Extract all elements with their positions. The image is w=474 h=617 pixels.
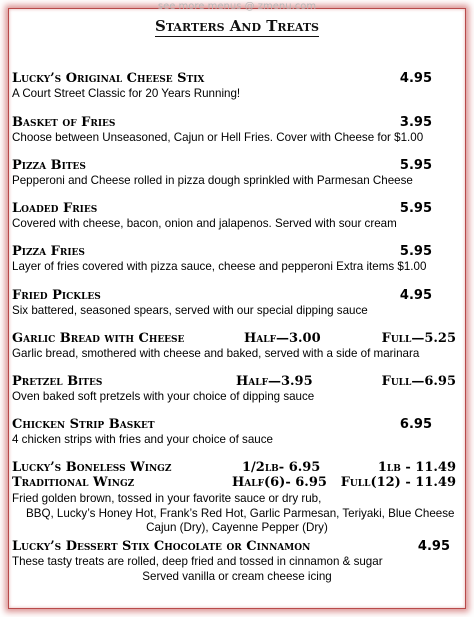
item-description: Six battered, seasoned spears, served with our special dipping sauce [12,304,368,317]
full-price: Full—6.95 [381,374,456,389]
menu-item [12,416,462,448]
item-description: Oven baked soft pretzels with your choice of dipping sauce [12,390,315,403]
menu-item [12,114,462,146]
menu-item [12,200,462,232]
item-description: 4 chicken strips with fries and your choice of sauce [12,433,273,446]
half-price: Half(6)- 6.95 [232,475,327,490]
menu-item [12,373,462,405]
menu-item [12,330,462,362]
item-price: 4.95 [417,539,450,554]
menu-item [12,70,462,102]
menu-item [12,287,462,319]
item-name: Chicken Strip Basket [12,417,155,432]
menu-item-dessert [12,538,462,584]
sauce-list: BBQ, Lucky’s Honey Hot, Frank’s Red Hot, Garlic Parmesan, Teriyaki, Blue Cheese [26,506,455,520]
menu-item [12,243,462,275]
item-name: Basket of Fries [12,115,116,130]
item-price: 5.95 [399,201,432,216]
item-description: These tasty treats are rolled, deep fried and tossed in cinnamon & sugar [12,555,383,568]
watermark: see more menus @ zmenu.com [157,1,317,12]
item-price: 3.95 [399,115,432,130]
item-description: Covered with cheese, bacon, onion and jalapenos. Served with sour cream [12,217,397,230]
item-name: Fried Pickles [12,288,101,303]
icing-note: Served vanilla or cream cheese icing [142,569,332,583]
item-price: 4.95 [399,71,432,86]
traditional-wingz-row [12,474,462,491]
item-price: 4.95 [399,288,432,303]
item-description: Choose between Unseasoned, Cajun or Hell Fries. Cover with Cheese for $1.00 [12,131,424,144]
full-price: 1lb - 11.49 [377,460,456,475]
wingz-description [12,492,462,536]
item-name: Garlic Bread with Cheese [12,331,185,346]
section-header [0,17,474,35]
half-price: Half—3.00 [244,331,321,346]
item-name: Lucky’s Original Cheese Stix [12,71,205,86]
item-name: Traditional Wingz [12,475,135,490]
full-price: Full(12) - 11.49 [340,475,456,490]
item-name: Lucky’s Dessert Stix Chocolate or Cinnamon [12,539,311,554]
dry-rub-list: Cajun (Dry), Cayenne Pepper (Dry) [146,521,328,534]
full-price: Full—5.25 [381,331,456,346]
item-price: 6.95 [399,417,432,432]
item-name: Loaded Fries [12,201,98,216]
item-description: Fried golden brown, tossed in your favorite sauce or dry rub, [12,492,322,505]
item-price: 5.95 [399,158,432,173]
section-title: Starters And Treats [155,17,319,35]
item-name: Pizza Bites [12,158,86,173]
item-description: Pepperoni and Cheese rolled in pizza dough sprinkled with Parmesan Cheese [12,174,413,187]
item-description: Garlic bread, smothered with cheese and baked, served with a side of marinara [12,347,420,360]
half-price: 1/2lb- 6.95 [242,460,321,475]
item-name: Lucky’s Boneless Wingz [12,460,172,475]
item-description: Layer of fries covered with pizza sauce, cheese and pepperoni Extra items $1.00 [12,260,427,273]
item-description: A Court Street Classic for 20 Years Running! [12,87,241,100]
item-name: Pretzel Bites [12,374,103,389]
half-price: Half—3.95 [236,374,313,389]
item-name: Pizza Fries [12,244,85,259]
item-price: 5.95 [399,244,432,259]
menu-item [12,157,462,189]
